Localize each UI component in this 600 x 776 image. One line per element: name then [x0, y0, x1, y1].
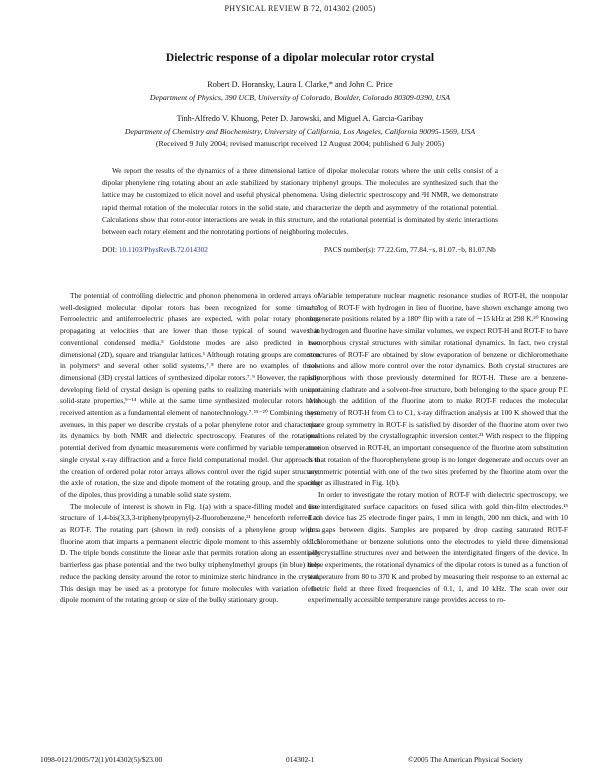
footer-issn: 1098-0121/2005/72(1)/014302(5)/$23.00 — [40, 755, 163, 764]
body-paragraph: Variable temperature nuclear magnetic resonance studies of ROT-H, the nonpolar analog of ROT-F with hydrogen in lieu of fluorine, have shown exchange among two degenerate positions related by a 180° flip with a rate of ∼15 kHz at 298 K.²⁰ Knowing that hydrogen and fluorine have similar volumes, we expect ROT-H and ROT-F to have isomorphous crystal structures with similar rotational dynamics. In fact, two crystal structures of ROT-F are obtained by slow evaporation of benzene or dichloromethane solutions and allow more control over the rotor dynamics. Both crystal structures are isomorphous with those previously determined for ROT-H. These are a benzene-containing clathrate and a solvent-free structure, both belonging to the space group P1̄. Although the addition of the fluorine atom to make ROT-F reduces the molecular symmetry of ROT-H from Ci to C1, x-ray diffraction analysis at 100 K showed that the space group symmetry in ROT-F is satisfied by disorder of the fluorine atom over two positions related by the crystallographic inversion center.²¹ With respect to the flipping motion observed in ROT-H, an important consequence of the fluorine atom substitution is that rotation of the fluorophenylene group is no longer degenerate and occurs over an asymmetric potential with one of the two sites preferred by the fluorine atom over the other as illustrated in Fig. 1(b). — [308, 291, 568, 488]
copyright: ©2005 The American Physical Society — [408, 755, 524, 764]
doi-link[interactable]: 10.1103/PhysRevB.72.014302 — [118, 245, 208, 254]
body-paragraph: In order to investigate the rotary motion of ROT-F with dielectric spectroscopy, we use interdigitated surface capacitors on fused silica with gold thin-film electrodes.¹⁵ Each device has 25 electrode finger pairs, 1 mm in length, 200 nm thick, and with 10 μm gaps between digits. Samples are prepared by drop casting saturated ROT-F dichloromethane or benzene solutions onto the electrodes to yield three dimensional polycrystalline structures over and between the interdigitated fingers of the device. In these experiments, the rotational dynamics of the dipolar rotors is tuned as a function of temperature from 80 to 370 K and probed by measuring their response to an external ac electric field at three fixed frequencies of 0.1, 1, and 10 kHz. The scan over our experimentally accessible temperature range provides access to ro- — [308, 489, 568, 605]
doi-label: DOI: — [102, 245, 117, 254]
left-column — [60, 290, 320, 606]
journal-header: PHYSICAL REVIEW B 72, 014302 (2005) — [224, 4, 376, 13]
right-column — [308, 290, 568, 606]
affiliation-1: Department of Physics, 390 UCB, University of Colorado, Boulder, Colorado 80309-0390, USA — [149, 93, 451, 102]
body-paragraph: The molecule of interest is shown in Fig. 1(a) with a space-filling model and line structure of 1,4-bis(3,3,3-triphenylpropynyl)-2-fluorobenzene,²¹ henceforth referred to as ROT-F. The rotating part (shown in red) consists of a phenylene group with a fluorine atom that imparts a permanent electric dipole moment to this assembly of 1.5 D. The triple bonds constitute the linear axle that permits rotation along an essentially barrierless gas phase potential and the two bulky triphenylmethyl groups (in blue) help reduce the packing density around the rotor to minimize steric hindrance in the crystal. This design may be used as a prototype for future molecules with variation of the dipole moment of the rotating group or size of the bulky stationary group. — [60, 501, 320, 605]
affiliation-2: Department of Chemistry and Biochemistry, University of California, Los Angeles, California 90095-1569, USA — [124, 127, 476, 136]
received-dates: (Received 9 July 2004; revised manuscript received 12 August 2004; published 6 July 2005) — [155, 139, 445, 148]
body-paragraph: The potential of controlling dielectric and phonon phenomena in ordered arrays of well-designed molecular dipolar rotors has been recognized for some time.¹⁻⁵ Ferroelectric and antiferroelectric phases are expected, with polar rotary phonons propagating at velocities that are lower than those typical of sound waves in conventional condensed media.⁵ Goldstone modes are also predicted in two dimensional (2D), square and triangular lattices.¹ Although rotating groups are common in polymers⁶ and several other solid systems,⁷˒⁸ there are no examples of three-dimensional (3D) crystal lattices of synthesized dipolar rotors.⁷˒⁹ However, the rapidly developing field of crystal design is opening paths to realizing materials with unique solid-state properties,⁹⁻¹⁴ while at the same time synthesized molecular rotors have received attention as a fundamental element of nanotechnology.⁷˒¹⁵⁻²⁰ Combining these avenues, in this paper we describe crystals of a polar phenylene rotor and characterize its dynamics by both NMR and dielectric spectroscopy. Features of the rotational potential derived from dynamic measurements were confirmed by variable temperature single crystal x-ray diffraction and a force field computational model. Our approach to the creation of ordered polar rotor arrays allows control over the rigid super structure, the axle of rotation, the size and dipole moment of the rotating group, and the spacing of the dipoles, thus providing a tunable solid state system. — [60, 291, 320, 499]
abstract — [102, 165, 498, 238]
author-line-1: Robert D. Horansky, Laura I. Clarke,* and John C. Price — [207, 80, 393, 89]
pacs-numbers: PACS number(s): 77.22.Gm, 77.84.−s, 81.07.−b, 81.07.Nb — [324, 245, 496, 254]
author-line-2: Tinh-Alfredo V. Khuong, Peter D. Jarowski, and Miguel A. Garcia-Garibay — [176, 114, 424, 123]
abstract-text: We report the results of the dynamics of a three dimensional lattice of dipolar molecular rotors where the unit cells consist of a dipolar phenylene ring rotating about an axle stabilized by stationary triphenyl groups. The molecules are synthesized such that the lattice may be customized to elicit novel and useful physical phenomena. Using dielectric spectroscopy and ²H NMR, we demonstrate rapid thermal rotation of the molecular rotors in the solid state, and characterize the depth and asymmetry of the rotational potential. Calculations show that rotor-rotor interactions are weak in this structure, and the rotational potential is dominated by steric interactions between each rotary element and the nonrotating portions of neighboring molecules. — [102, 166, 498, 237]
page-footer — [0, 755, 600, 769]
doi-pacs-row — [102, 245, 498, 254]
page-number: 014302-1 — [286, 755, 315, 764]
article-title: Dielectric response of a dipolar molecular rotor crystal — [165, 52, 435, 64]
